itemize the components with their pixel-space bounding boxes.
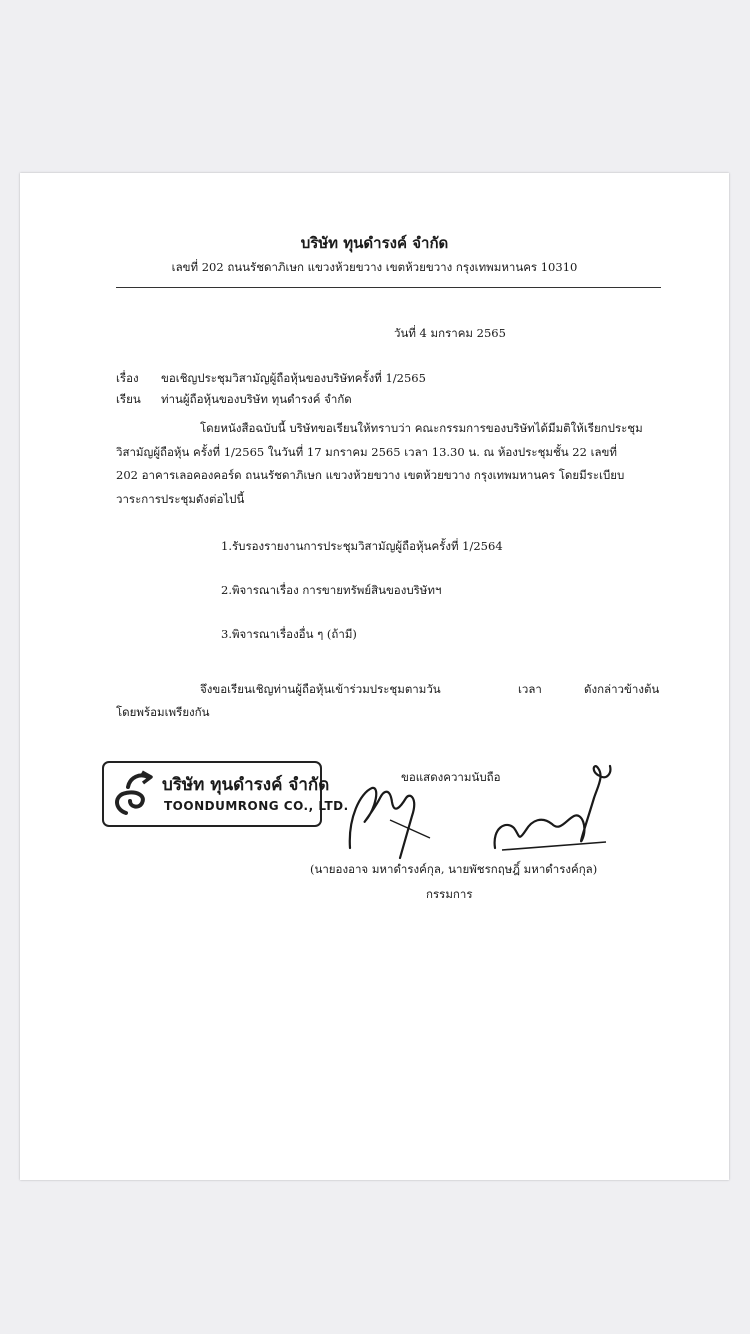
subject-label: เรื่อง	[116, 371, 139, 385]
subject-text: ขอเชิญประชุมวิสามัญผู้ถือหุ้นของบริษัทครั้งที่ 1/2565	[161, 371, 426, 385]
body-line: โดยหนังสือฉบับนี้ บริษัทขอเรียนให้ทราบว่า คณะกรรมการของบริษัทได้มีมติให้เรียกประชุม	[200, 421, 643, 435]
invitation-text: จึงขอเรียนเชิญท่านผู้ถือหุ้นเข้าร่วมประชุมตามวัน	[200, 682, 441, 696]
body-line: วาระการประชุมดังต่อไปนี้	[116, 491, 245, 506]
signature-2-underline	[502, 842, 606, 850]
invitation-end: ดังกล่าวข้างต้น	[584, 682, 660, 696]
body-line: วิสามัญผู้ถือหุ้น ครั้งที่ 1/2565 ในวันที่ 17 มกราคม 2565 เวลา 13.30 น. ณ ห้องประชุมชั้น 22 เลขที่	[116, 444, 617, 459]
signatory-names: (นายองอาจ มหาดำรงค์กุล, นายพัชรกฤษฎิ์ มหาดำรงค์กุล)	[310, 862, 598, 876]
signatures	[320, 758, 620, 868]
recipient-text: ท่านผู้ถือหุ้นของบริษัท ทุนดำรงค์ จำกัด	[161, 392, 352, 406]
stamp-name-th: บริษัท ทุนดำรงค์ จำกัด	[162, 775, 330, 795]
invitation-line2: โดยพร้อมเพรียงกัน	[116, 705, 210, 719]
body-paragraph	[116, 417, 676, 511]
body-line: 202 อาคารเลอคองคอร์ด ถนนรัชดาภิเษก แขวงห้วยขวาง เขตห้วยขวาง กรุงเทพมหานคร โดยมีระเบียบ	[116, 468, 625, 482]
letter-date: วันที่ 4 มกราคม 2565	[394, 326, 506, 340]
document-page	[20, 173, 729, 1180]
agenda-item: 3.พิจารณาเรื่องอื่น ๆ (ถ้ามี)	[221, 627, 357, 641]
company-logo-icon	[112, 769, 158, 819]
recipient-label: เรียน	[116, 392, 141, 406]
signatory-title: กรรมการ	[426, 887, 473, 901]
closing-text: ขอแสดงความนับถือ	[401, 770, 501, 784]
invitation-time: เวลา	[518, 682, 542, 696]
header-divider	[116, 287, 661, 288]
signature-1	[350, 788, 414, 858]
agenda-item: 1.รับรองรายงานการประชุมวิสามัญผู้ถือหุ้นครั้งที่ 1/2564	[221, 539, 503, 553]
agenda-item: 2.พิจารณาเรื่อง การขายทรัพย์สินของบริษัทฯ	[221, 583, 442, 597]
signature-2	[495, 766, 611, 848]
company-address: เลขที่ 202 ถนนรัชดาภิเษก แขวงห้วยขวาง เขตห้วยขวาง กรุงเทพมหานคร 10310	[171, 260, 578, 274]
company-name: บริษัท ทุนดำรงค์ จำกัด	[300, 234, 449, 252]
company-stamp	[102, 761, 349, 827]
stamp-name-en: TOONDUMRONG CO., LTD.	[164, 799, 349, 813]
